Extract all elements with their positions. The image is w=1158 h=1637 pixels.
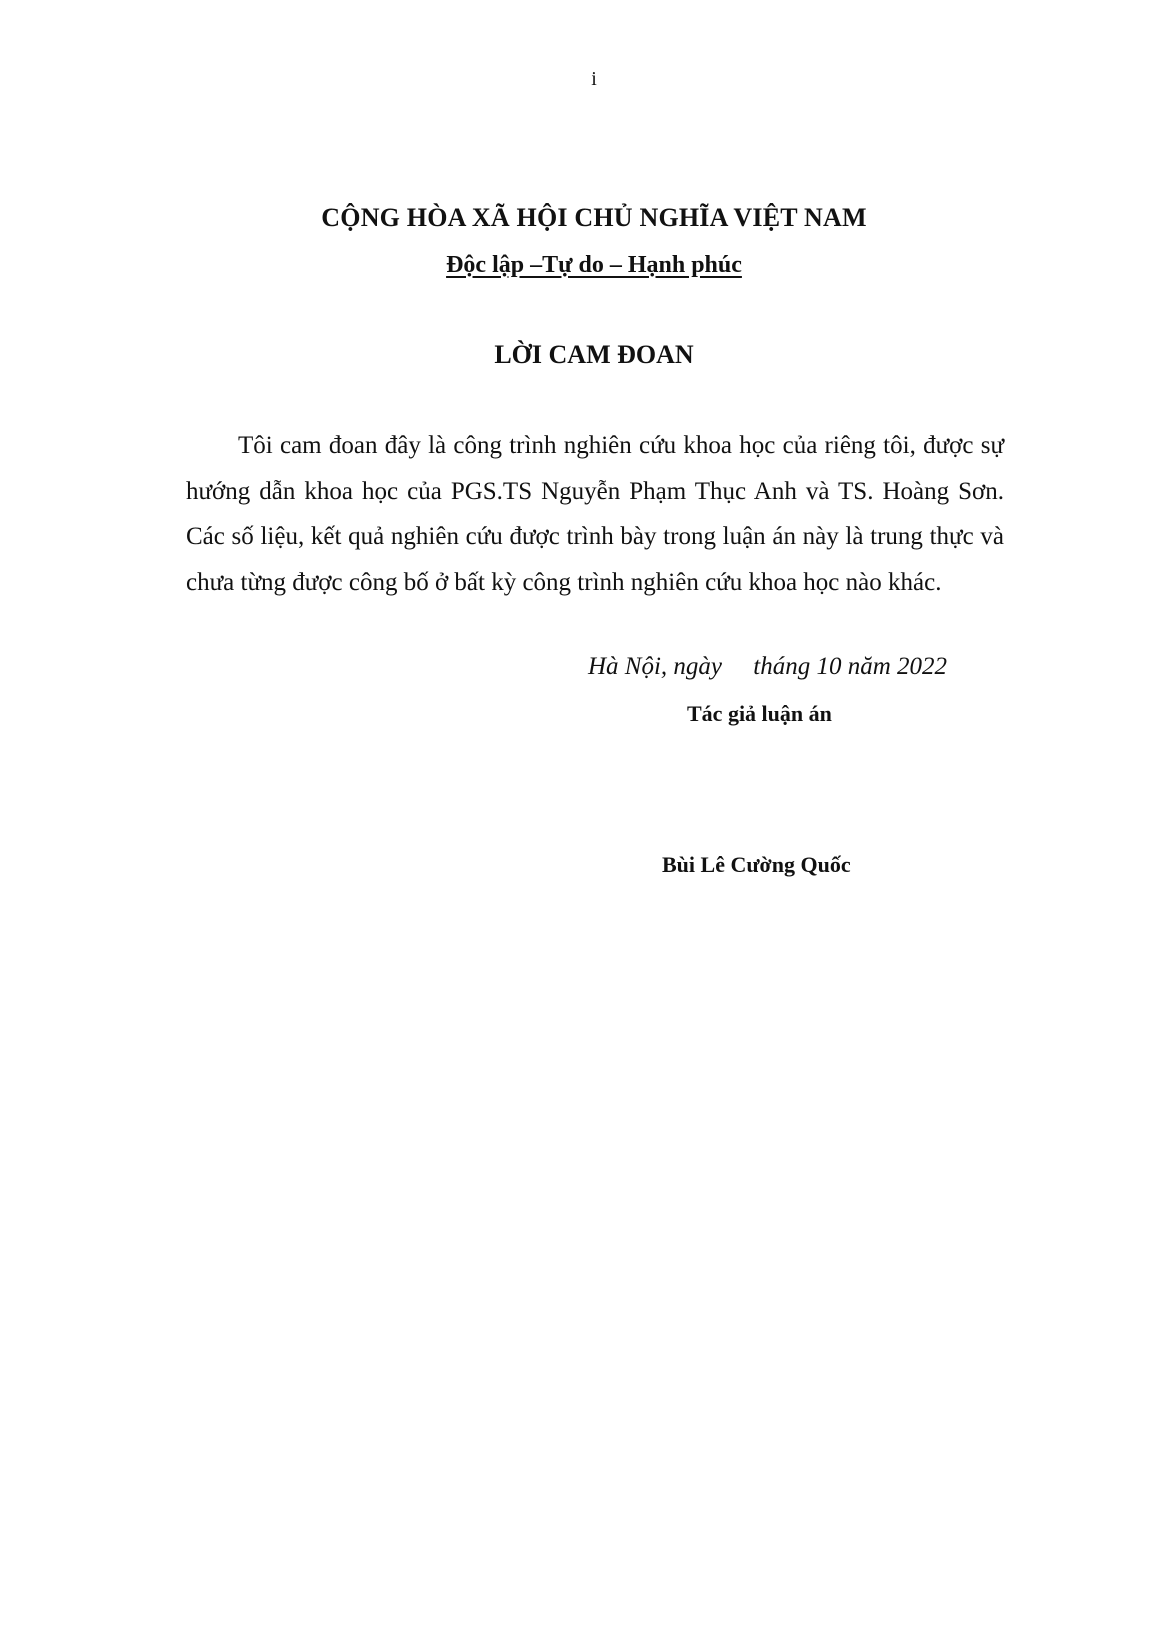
- motto: [0, 252, 1158, 279]
- author-name: Bùi Lê Cường Quốc: [662, 852, 851, 877]
- date-line: Hà Nội, ngày tháng 10 năm 2022: [588, 653, 948, 680]
- nation-title: CỘNG HÒA XÃ HỘI CHỦ NGHĨA VIỆT NAM: [321, 203, 867, 232]
- document-title: LỜI CAM ĐOAN: [494, 340, 694, 369]
- page-number: i: [591, 68, 597, 90]
- motto-text: Độc lập –Tự do – Hạnh phúc: [446, 252, 742, 278]
- author-role: Tác giả luận án: [687, 701, 832, 726]
- declaration-paragraph: Tôi cam đoan đây là công trình nghiên cứu khoa học của riêng tôi, được sự hướng dẫn khoa học của PGS.TS Nguyễn Phạm Thục Anh và TS. Hoàng Sơn. Các số liệu, kết quả nghiên cứu được trình bày trong luận án này là trung thực và chưa từng được công bố ở bất kỳ công trình nghiên cứu khoa học nào khác.: [186, 432, 1004, 596]
